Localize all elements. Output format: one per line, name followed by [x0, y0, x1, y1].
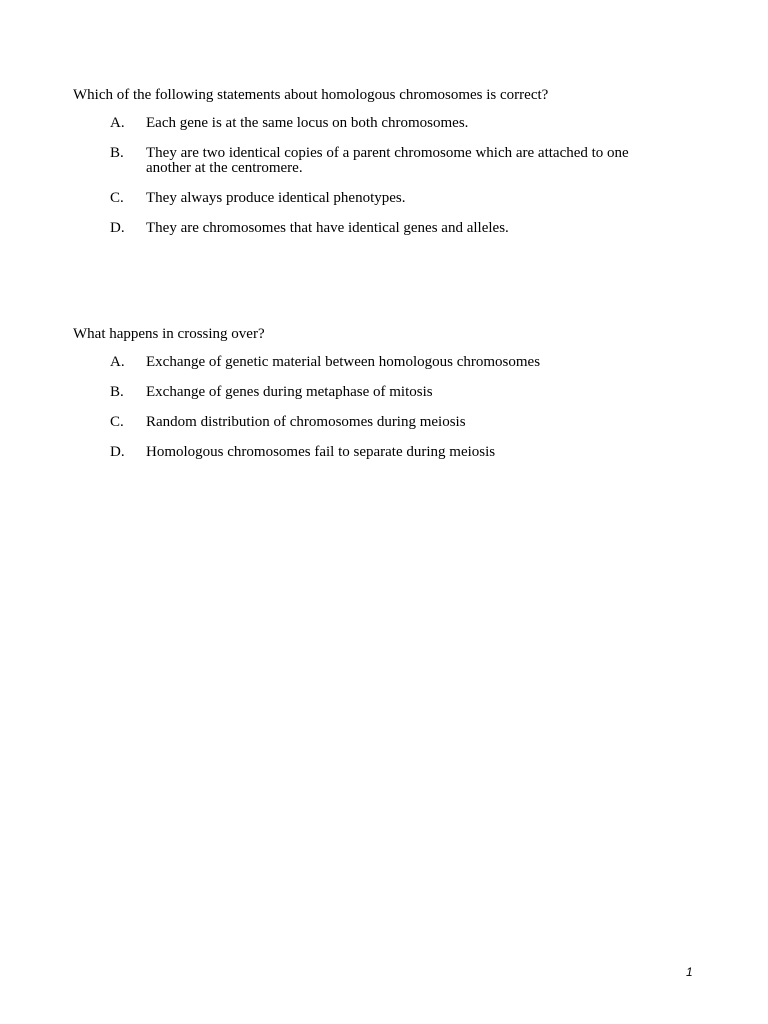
option-text: Random distribution of chromosomes during meiosis [146, 414, 466, 430]
answer-option-a [73, 116, 673, 131]
answer-option-c [73, 191, 673, 206]
option-text: They are two identical copies of a parent chromosome which are attached to one another at the centromere. [146, 145, 629, 176]
question-stem: Which of the following statements about homologous chromosomes is correct? [73, 87, 549, 103]
option-text: They are chromosomes that have identical genes and alleles. [146, 220, 509, 236]
option-text: They always produce identical phenotypes. [146, 190, 406, 206]
answer-option-d [73, 221, 673, 236]
option-letter: D. [110, 220, 125, 236]
answer-option-a [73, 355, 673, 370]
question-1 [73, 86, 673, 251]
question-stem: What happens in crossing over? [73, 326, 265, 342]
answer-option-b [73, 385, 673, 400]
option-letter: A. [110, 115, 125, 131]
option-text: Exchange of genes during metaphase of mitosis [146, 384, 433, 400]
option-text: Each gene is at the same locus on both chromosomes. [146, 115, 469, 131]
option-letter: B. [110, 145, 124, 161]
option-text: Homologous chromosomes fail to separate during meiosis [146, 444, 496, 460]
option-letter: C. [110, 414, 124, 430]
answer-option-b [73, 146, 673, 176]
answer-option-d [73, 445, 673, 460]
option-text: Exchange of genetic material between homologous chromosomes [146, 354, 541, 370]
page-number: 1 [686, 965, 693, 979]
answer-option-c [73, 415, 673, 430]
option-letter: A. [110, 354, 125, 370]
option-letter: C. [110, 190, 124, 206]
option-letter: D. [110, 444, 125, 460]
question-2 [73, 325, 673, 475]
option-letter: B. [110, 384, 124, 400]
